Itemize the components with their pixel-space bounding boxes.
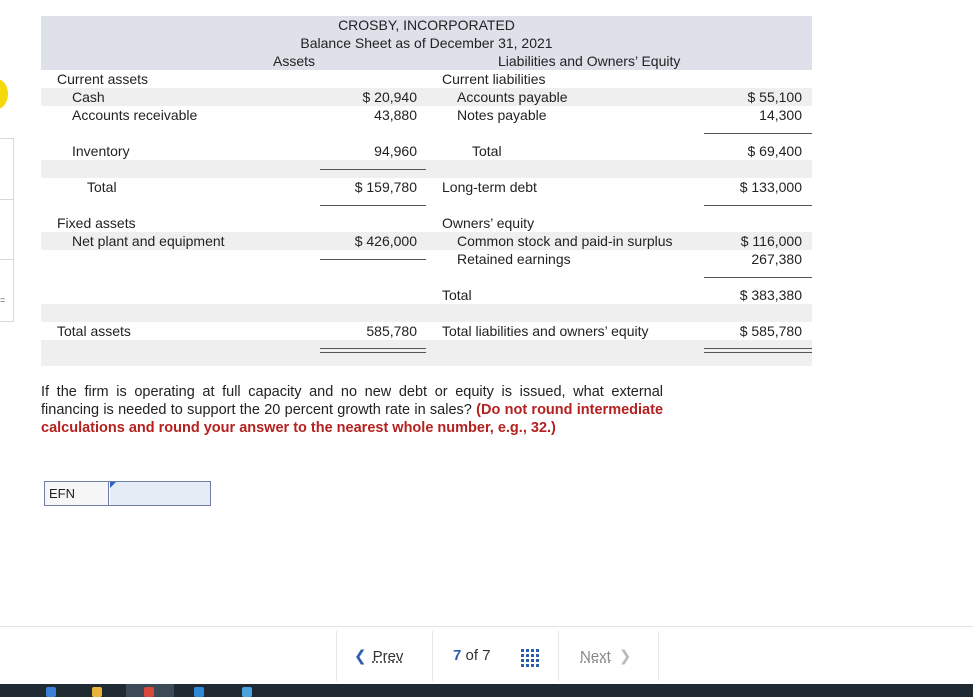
company-name: CROSBY, INCORPORATED — [338, 17, 515, 33]
prev-button[interactable] — [354, 647, 403, 665]
cash-value: $ 20,940 — [362, 89, 417, 105]
owners-equity-label: Owners’ equity — [442, 215, 535, 231]
next-label: Next — [580, 648, 611, 665]
assets-header: Assets — [273, 53, 316, 69]
taskbar-app-icon[interactable] — [144, 687, 154, 697]
ar-value: 43,880 — [374, 107, 417, 123]
liabilities-header: Liabilities and Owners’ Equity — [498, 53, 681, 69]
double-rule — [320, 348, 426, 353]
taskbar-app-icon[interactable] — [242, 687, 252, 697]
rule — [704, 133, 812, 134]
current-assets-total-label: Total — [87, 179, 117, 195]
owners-equity-total-value: $ 383,380 — [739, 287, 802, 303]
rule — [704, 277, 812, 278]
question-body: If the firm is operating at full capacity and no new debt or equity is issued, what external financing is needed to support the 20 percent growth rate in sales? — [41, 384, 663, 418]
rule — [320, 205, 426, 206]
left-panel-glyph: = — [0, 295, 6, 305]
grid-icon[interactable] — [521, 649, 539, 667]
npe-label: Net plant and equipment — [72, 233, 225, 249]
left-side-panel — [0, 138, 14, 322]
cs-label: Common stock and paid-in surplus — [457, 233, 673, 249]
current-liabilities-total-label: Total — [472, 143, 502, 159]
page-total: of 7 — [465, 647, 491, 664]
chevron-right-icon: ❯ — [618, 648, 632, 665]
inventory-value: 94,960 — [374, 143, 417, 159]
npe-value: $ 426,000 — [354, 233, 417, 249]
efn-answer-row — [44, 481, 211, 506]
page-indicator — [453, 647, 491, 664]
next-button[interactable] — [580, 647, 631, 665]
ltd-value: $ 133,000 — [739, 179, 802, 195]
input-flag-icon — [110, 482, 116, 488]
rule — [320, 259, 426, 260]
tloe-label: Total liabilities and owners’ equity — [442, 323, 649, 339]
inventory-label: Inventory — [72, 143, 130, 159]
re-value: 267,380 — [751, 251, 802, 267]
footer-divider — [0, 626, 973, 627]
question-navigation — [336, 631, 658, 681]
efn-input[interactable] — [110, 482, 210, 505]
current-assets-label: Current assets — [57, 71, 149, 87]
current-liabilities-label: Current liabilities — [442, 71, 546, 87]
total-assets-label: Total assets — [57, 323, 131, 339]
fixed-assets-label: Fixed assets — [57, 215, 136, 231]
np-value: 14,300 — [759, 107, 802, 123]
current-page: 7 — [453, 647, 462, 664]
prev-label: Prev — [372, 648, 404, 665]
rule — [704, 205, 812, 206]
balance-sheet — [41, 16, 812, 366]
taskbar — [0, 684, 973, 697]
sheet-subtitle: Balance Sheet as of December 31, 2021 — [300, 35, 553, 51]
ap-value: $ 55,100 — [747, 89, 802, 105]
total-assets-value: 585,780 — [366, 323, 417, 339]
question-text — [41, 383, 663, 437]
double-rule — [704, 348, 812, 353]
left-yellow-marker — [0, 79, 8, 109]
taskbar-app-icon[interactable] — [194, 687, 204, 697]
re-label: Retained earnings — [457, 251, 571, 267]
np-label: Notes payable — [457, 107, 547, 123]
chevron-left-icon: ❮ — [354, 648, 367, 665]
taskbar-app-icon[interactable] — [92, 687, 102, 697]
current-assets-total-value: $ 159,780 — [354, 179, 417, 195]
ltd-label: Long-term debt — [442, 179, 537, 195]
cash-label: Cash — [72, 89, 105, 105]
current-liabilities-total-value: $ 69,400 — [747, 143, 802, 159]
tloe-value: $ 585,780 — [739, 323, 802, 339]
owners-equity-total-label: Total — [442, 287, 472, 303]
ar-label: Accounts receivable — [72, 107, 198, 123]
taskbar-app-icon[interactable] — [46, 687, 56, 697]
rule — [320, 169, 426, 170]
efn-label: EFN — [45, 482, 109, 505]
question-instruction: (Do not round intermediate calculations and round your answer to the nearest whole number, e.g., 32.) — [41, 402, 664, 436]
ap-label: Accounts payable — [457, 89, 568, 105]
cs-value: $ 116,000 — [740, 233, 802, 249]
